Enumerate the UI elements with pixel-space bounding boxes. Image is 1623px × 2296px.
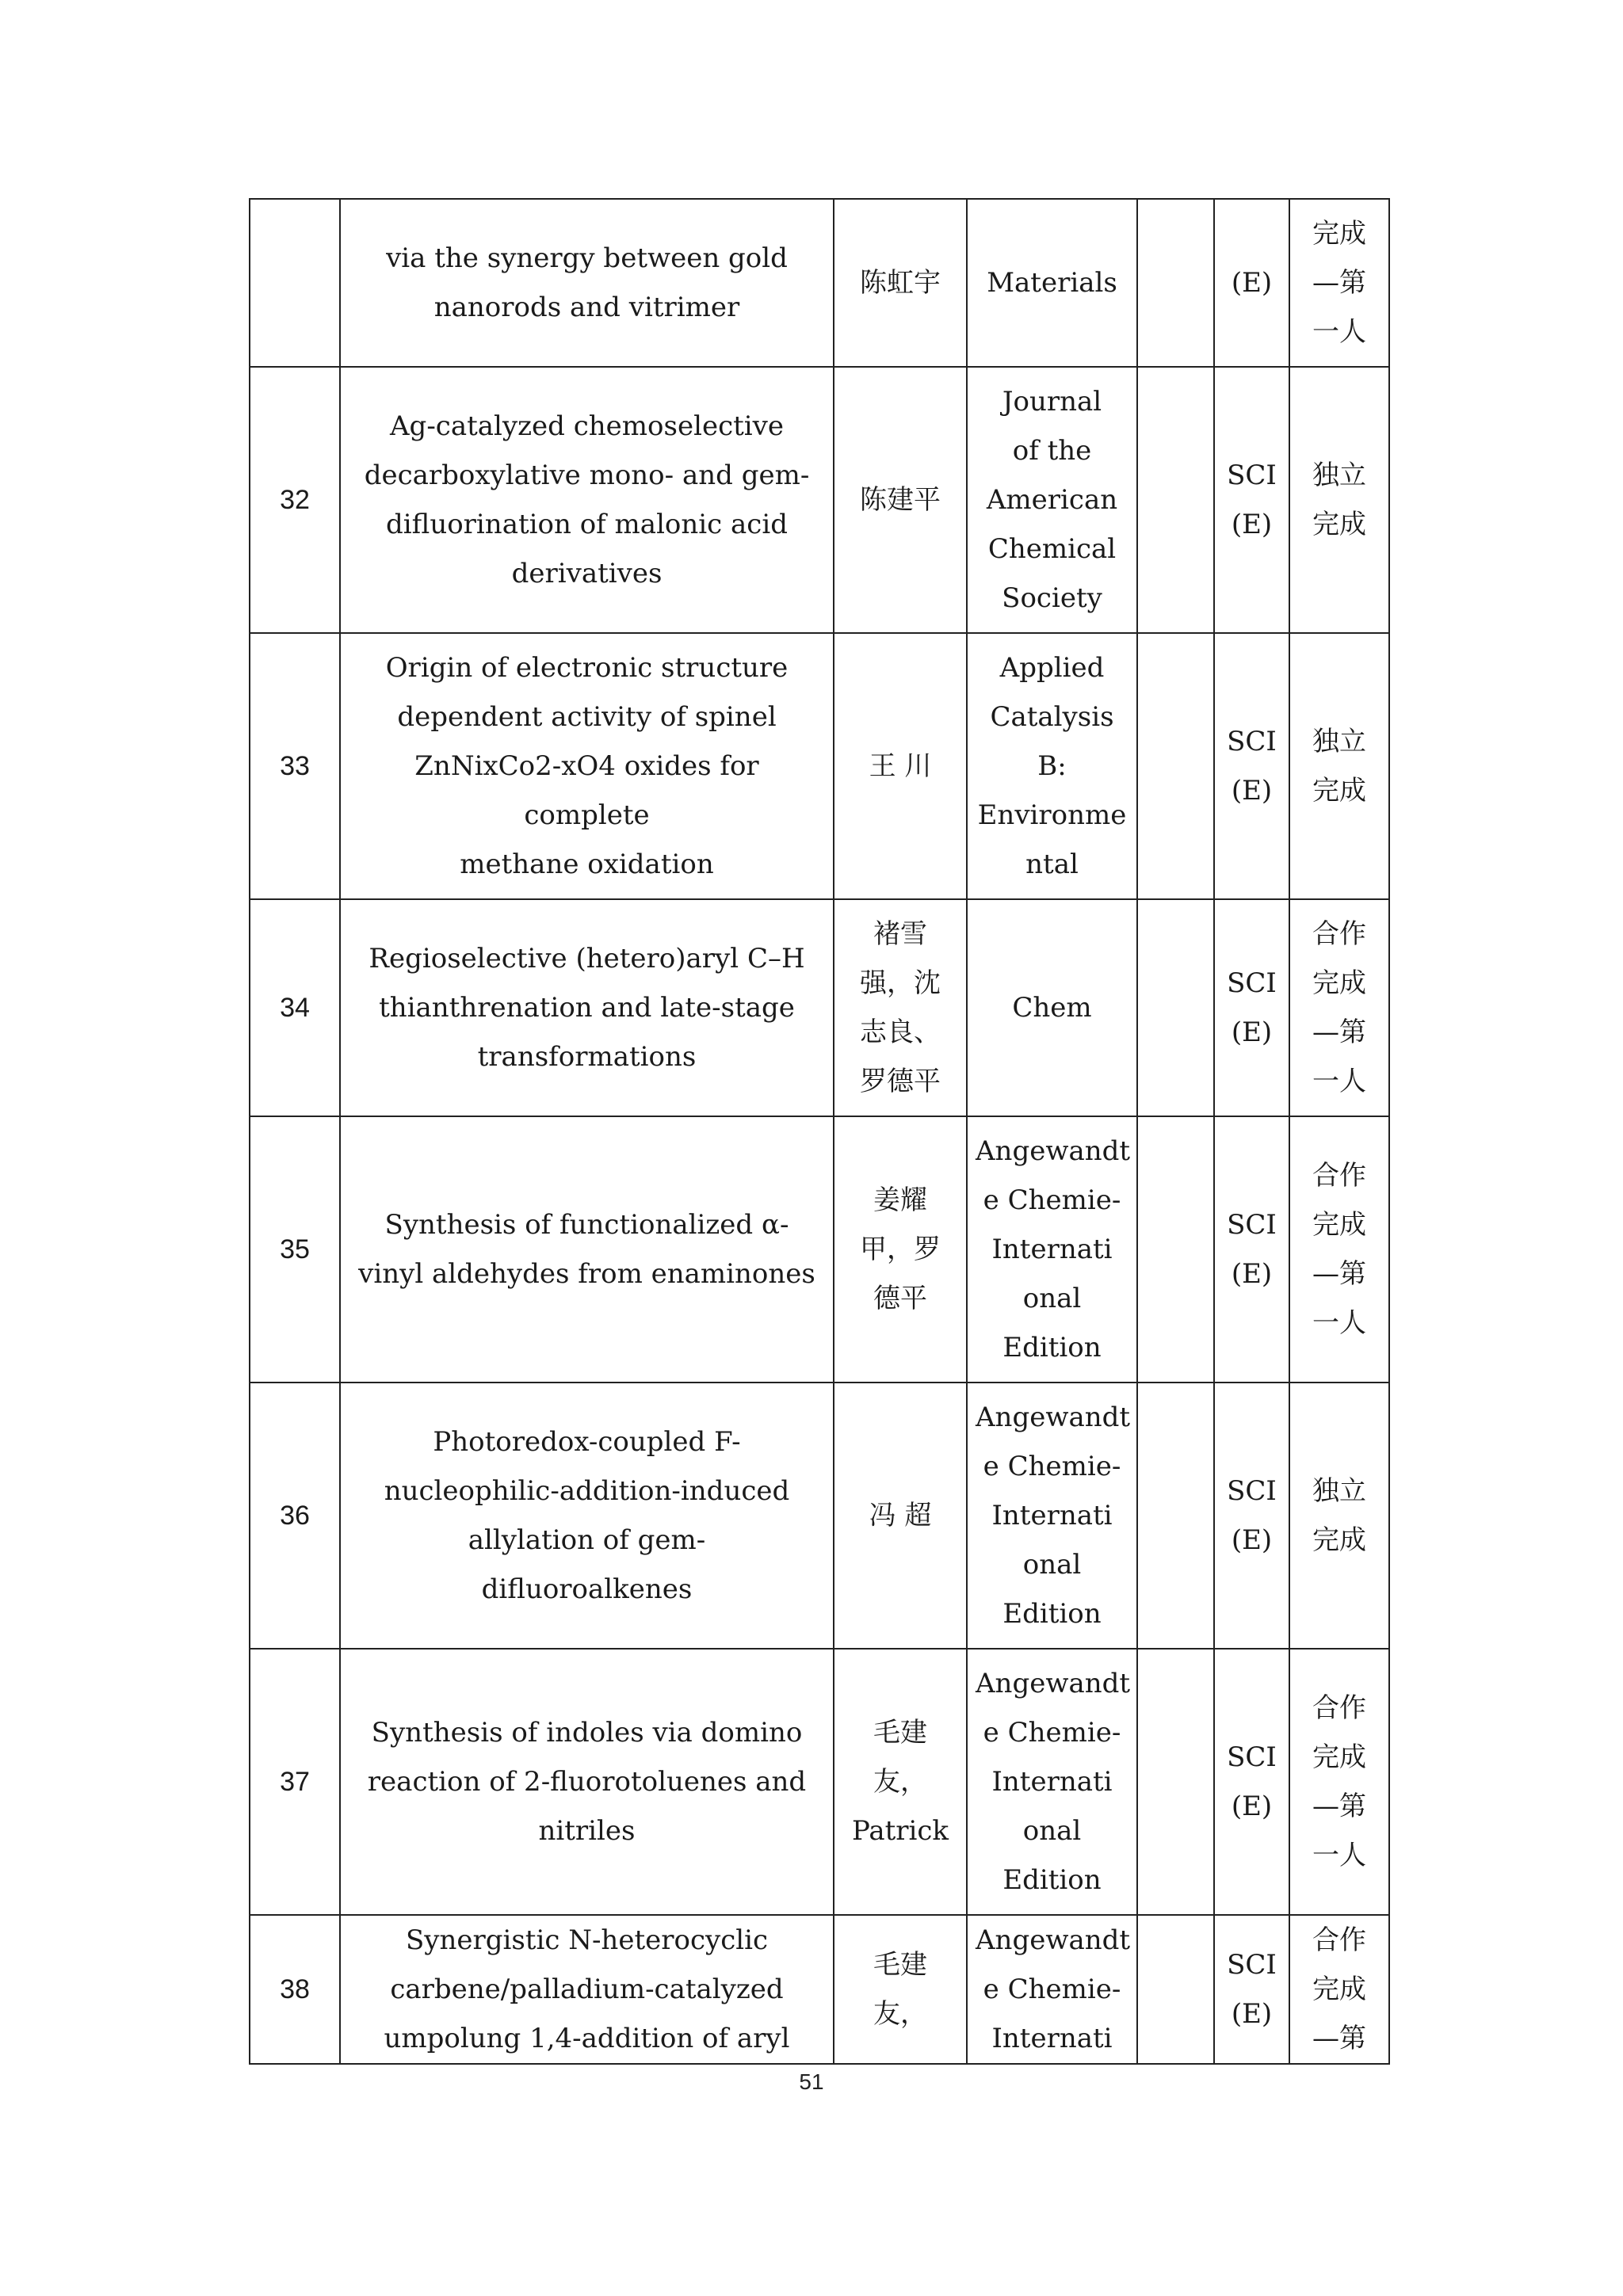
index-type-cell [1214,1649,1289,1915]
index-type-cell [1214,199,1289,367]
completion-status-cell [1289,1383,1389,1649]
paper-title-cell [340,199,834,367]
page-number: 51 [799,2069,824,2094]
authors-cell [834,199,967,367]
entry-number-cell [250,199,340,367]
authors: 褚雪 强，沈 志良、 罗德平 [860,918,941,1097]
completion-status: 独立 完成 [1312,460,1366,540]
journal-name: Journal of the American Chemical Society [986,386,1118,614]
journal-name-cell [967,899,1137,1116]
empty-cell-cell [1137,1383,1214,1649]
paper-title-cell [340,899,834,1116]
paper-title-cell [340,367,834,633]
authors: 陈虹宇 [860,267,941,299]
table-row [250,199,1389,367]
empty-cell-cell [1137,899,1214,1116]
authors-cell [834,1116,967,1383]
index-type-cell [1214,633,1289,899]
authors-cell [834,633,967,899]
journal-name: Angewandt e Chemie- Internati [976,1924,1131,2054]
journal-name: Angewandt e Chemie- Internati onal Edition [976,1135,1131,1363]
entry-number: 32 [280,485,310,515]
completion-status: 合作 完成 —第 一人 [1312,918,1366,1097]
entry-number: 35 [280,1234,310,1264]
authors: 冯 超 [869,1500,932,1531]
journal-name: Angewandt e Chemie- Internati onal Edition [976,1402,1131,1630]
index-type: (E) [1231,267,1273,299]
paper-title-cell [340,1116,834,1383]
paper-title: Synthesis of functionalized α- vinyl aldehydes from enaminones [358,1209,815,1290]
index-type: SCI (E) [1227,1209,1277,1290]
paper-title-cell [340,1915,834,2064]
completion-status: 合作 完成 —第 一人 [1312,1160,1366,1339]
journal-name-cell [967,1383,1137,1649]
completion-status-cell [1289,899,1389,1116]
journal-name: Materials [987,267,1117,299]
authors-cell [834,1383,967,1649]
authors-cell [834,1649,967,1915]
paper-title: Synthesis of indoles via domino reaction of 2-fluorotoluenes and nitriles [367,1717,807,1847]
paper-title: Ag-catalyzed chemoselective decarboxylative mono- and gem- difluorination of malonic acid derivatives [364,410,810,589]
entry-number-cell [250,1383,340,1649]
index-type: SCI (E) [1227,460,1277,540]
journal-name-cell [967,1915,1137,2064]
table-row [250,1383,1389,1649]
journal-name-cell [967,1116,1137,1383]
journal-name-cell [967,633,1137,899]
index-type-cell [1214,1383,1289,1649]
completion-status-cell [1289,1116,1389,1383]
authors: 毛建 友， Patrick [851,1717,949,1847]
paper-title: Synergistic N-heterocyclic carbene/palladium-catalyzed umpolung 1,4-addition of aryl [384,1924,790,2054]
entry-number: 37 [280,1767,310,1797]
index-type-cell [1214,1116,1289,1383]
index-type-cell [1214,899,1289,1116]
index-type-cell [1214,1915,1289,2064]
empty-cell-cell [1137,1116,1214,1383]
paper-title-cell [340,1383,834,1649]
journal-name: Angewandt e Chemie- Internati onal Edition [976,1668,1131,1896]
authors: 王 川 [869,750,932,782]
entry-number-cell [250,899,340,1116]
completion-status: 独立 完成 [1312,1475,1366,1556]
entry-number: 38 [280,1974,310,2004]
completion-status: 合作 完成 —第 [1312,1924,1366,2054]
completion-status-cell [1289,633,1389,899]
completion-status: 合作 完成 —第 一人 [1312,1692,1366,1871]
publications-table [249,198,1390,2065]
empty-cell-cell [1137,367,1214,633]
completion-status: 独立 完成 [1312,726,1366,807]
table-row [250,1915,1389,2064]
journal-name-cell [967,367,1137,633]
journal-name: Applied Catalysis B: Environme ntal [977,652,1127,880]
empty-cell-cell [1137,199,1214,367]
empty-cell-cell [1137,1915,1214,2064]
authors-cell [834,1915,967,2064]
empty-cell-cell [1137,633,1214,899]
index-type: SCI (E) [1227,726,1277,807]
completion-status-cell [1289,367,1389,633]
completion-status: 完成 —第 一人 [1312,218,1366,348]
index-type: SCI (E) [1227,1741,1277,1822]
authors: 姜耀 甲，罗 德平 [860,1184,941,1314]
table-row [250,633,1389,899]
authors-cell [834,899,967,1116]
completion-status-cell [1289,1915,1389,2064]
paper-title-cell [340,633,834,899]
table-row [250,899,1389,1116]
table-row [250,367,1389,633]
empty-cell-cell [1137,1649,1214,1915]
paper-title-cell [340,1649,834,1915]
table-row [250,1116,1389,1383]
completion-status-cell [1289,199,1389,367]
paper-title: Origin of electronic structure dependent activity of spinel ZnNixCo2-xO4 oxides for complete methane oxidation [385,652,789,880]
authors: 陈建平 [860,484,941,516]
index-type: SCI (E) [1227,1475,1277,1556]
entry-number-cell [250,367,340,633]
entry-number-cell [250,1915,340,2064]
paper-title: Photoredox-coupled F- nucleophilic-addition-induced allylation of gem- difluoroalkenes [384,1426,790,1605]
entry-number: 36 [280,1501,310,1531]
paper-title: via the synergy between gold nanorods and vitrimer [386,242,788,323]
paper-title: Regioselective (hetero)aryl C–H thianthrenation and late-stage transformations [369,943,805,1073]
journal-name: Chem [1012,992,1092,1024]
entry-number-cell [250,1649,340,1915]
completion-status-cell [1289,1649,1389,1915]
journal-name-cell [967,199,1137,367]
entry-number-cell [250,633,340,899]
table-row [250,1649,1389,1915]
entry-number-cell [250,1116,340,1383]
entry-number: 33 [280,751,310,781]
entry-number: 34 [280,993,310,1023]
index-type: SCI (E) [1227,1949,1277,2030]
authors: 毛建 友， [873,1949,927,2030]
journal-name-cell [967,1649,1137,1915]
index-type: SCI (E) [1227,967,1277,1048]
index-type-cell [1214,367,1289,633]
authors-cell [834,367,967,633]
